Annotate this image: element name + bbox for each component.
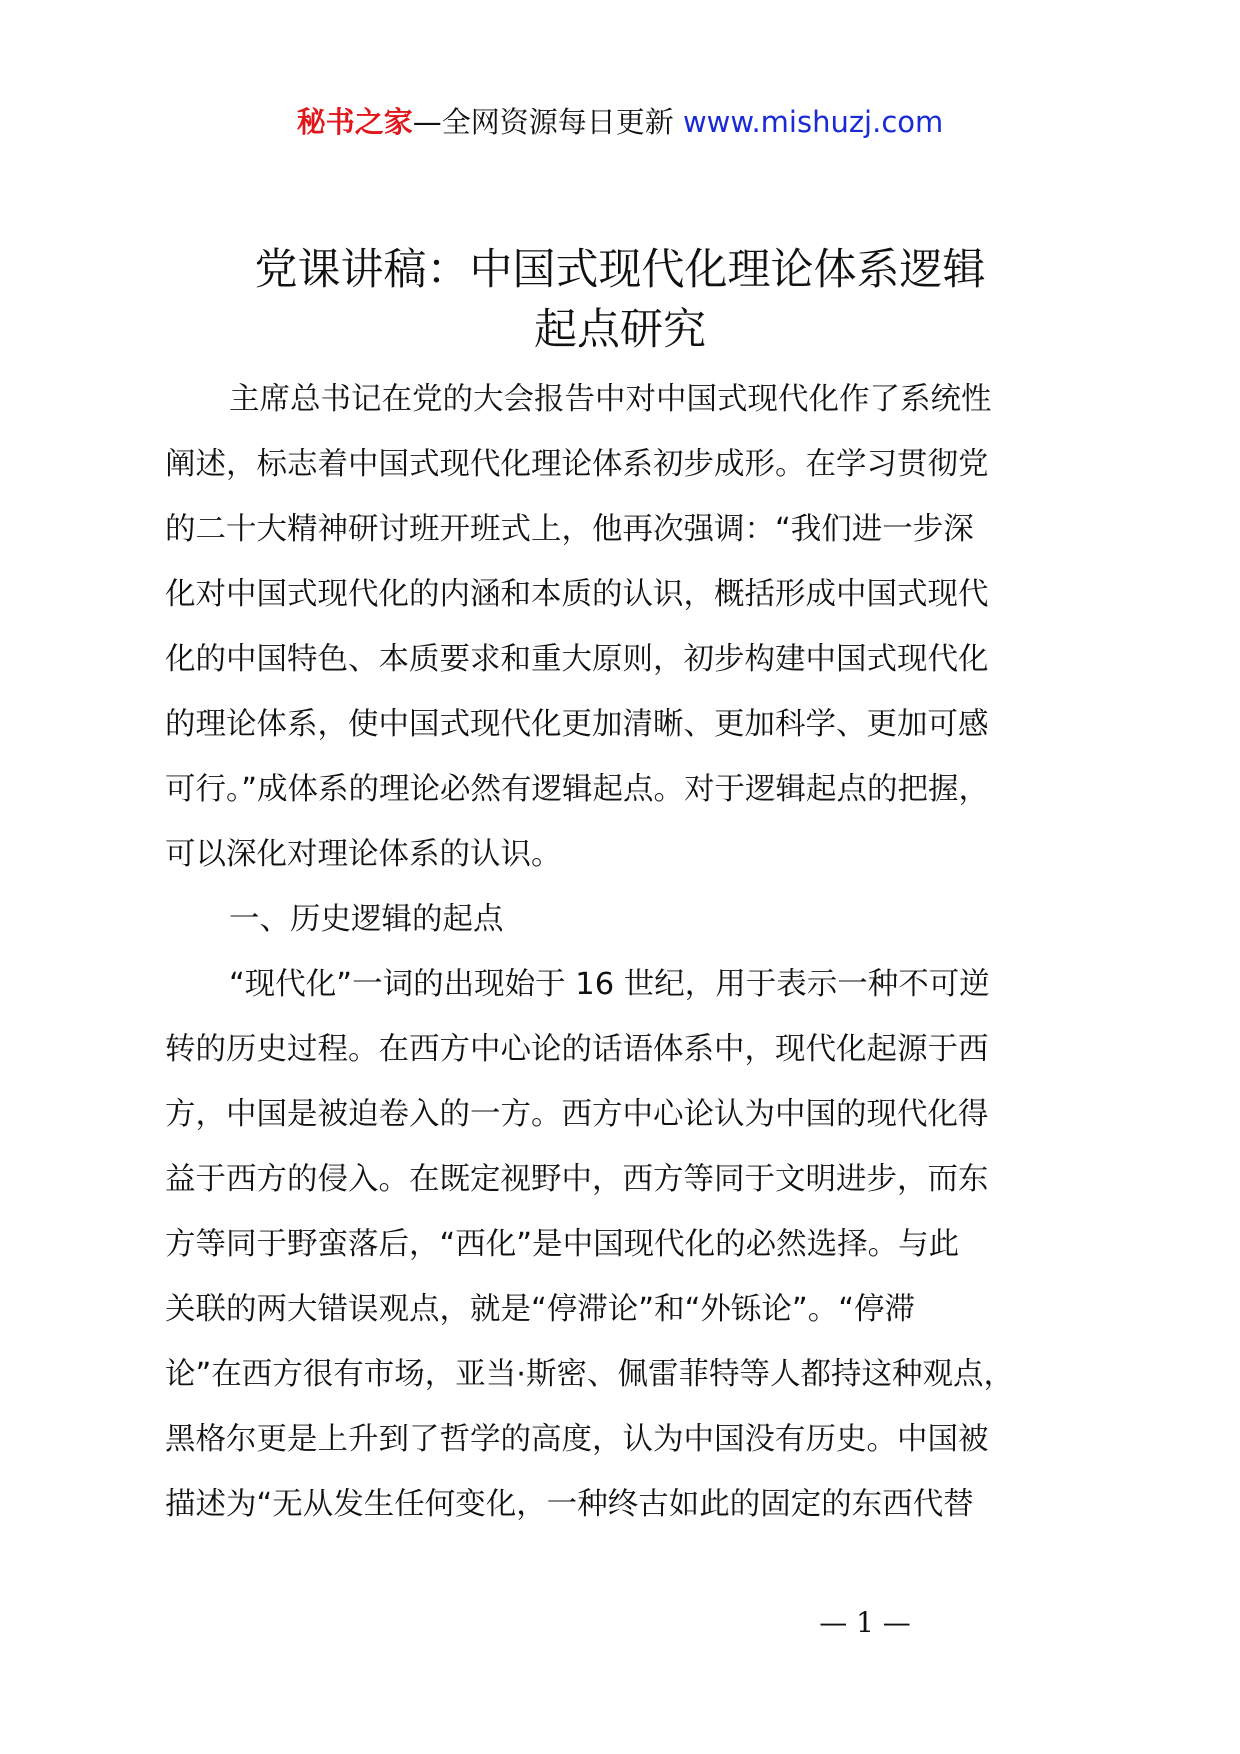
- document-body: [165, 367, 1125, 1537]
- paragraph-line: 可以深化对理论体系的认识。: [165, 837, 562, 872]
- paragraph-line: 的二十大精神研讨班开班式上，他再次强调：“我们进一步深: [165, 512, 974, 547]
- brand-name: 秘书之家: [296, 105, 413, 139]
- page-number: — 1 —: [819, 1606, 911, 1639]
- paragraph-line: 的理论体系，使中国式现代化更加清晰、更加科学、更加可感: [165, 707, 989, 742]
- paragraph-line: 化对中国式现代化的内涵和本质的认识，概括形成中国式现代: [165, 577, 989, 612]
- title-line-1: 党课讲稿：中国式现代化理论体系逻辑: [254, 245, 986, 295]
- site-header: [0, 100, 1240, 144]
- section-heading: 一、历史逻辑的起点: [229, 902, 504, 937]
- paragraph-line: 方等同于野蛮落后，“西化”是中国现代化的必然选择。与此: [165, 1227, 960, 1262]
- paragraph-line: 阐述，标志着中国式现代化理论体系初步成形。在学习贯彻党: [165, 447, 989, 482]
- paragraph-line: 主席总书记在党的大会报告中对中国式现代化作了系统性: [229, 382, 992, 417]
- title-line-2: 起点研究: [534, 305, 706, 355]
- paragraph-line: 描述为“无从发生任何变化，一种终古如此的固定的东西代替: [165, 1487, 974, 1522]
- paragraph-line: “现代化”一词的出现始于 16 世纪，用于表示一种不可逆: [229, 967, 990, 1002]
- paragraph-line: 益于西方的侵入。在既定视野中，西方等同于文明进步，而东: [165, 1162, 989, 1197]
- document-title: [0, 240, 1240, 360]
- header-tagline: —全网资源每日更新: [412, 105, 674, 139]
- site-url-link[interactable]: www.mishuzj.com: [682, 105, 944, 139]
- paragraph-line: 方，中国是被迫卷入的一方。西方中心论认为中国的现代化得: [165, 1097, 989, 1132]
- paragraph-line: 关联的两大错误观点，就是“停滞论”和“外铄论”。“停滞: [165, 1292, 916, 1327]
- paragraph-line: 黑格尔更是上升到了哲学的高度，认为中国没有历史。中国被: [165, 1422, 989, 1457]
- paragraph-line: 论”在西方很有市场，亚当·斯密、佩雷菲特等人都持这种观点，: [165, 1357, 1014, 1392]
- paragraph-line: 转的历史过程。在西方中心论的话语体系中，现代化起源于西: [165, 1032, 989, 1067]
- paragraph-line: 可行。”成体系的理论必然有逻辑起点。对于逻辑起点的把握，: [165, 772, 990, 807]
- paragraph-line: 化的中国特色、本质要求和重大原则，初步构建中国式现代化: [165, 642, 989, 677]
